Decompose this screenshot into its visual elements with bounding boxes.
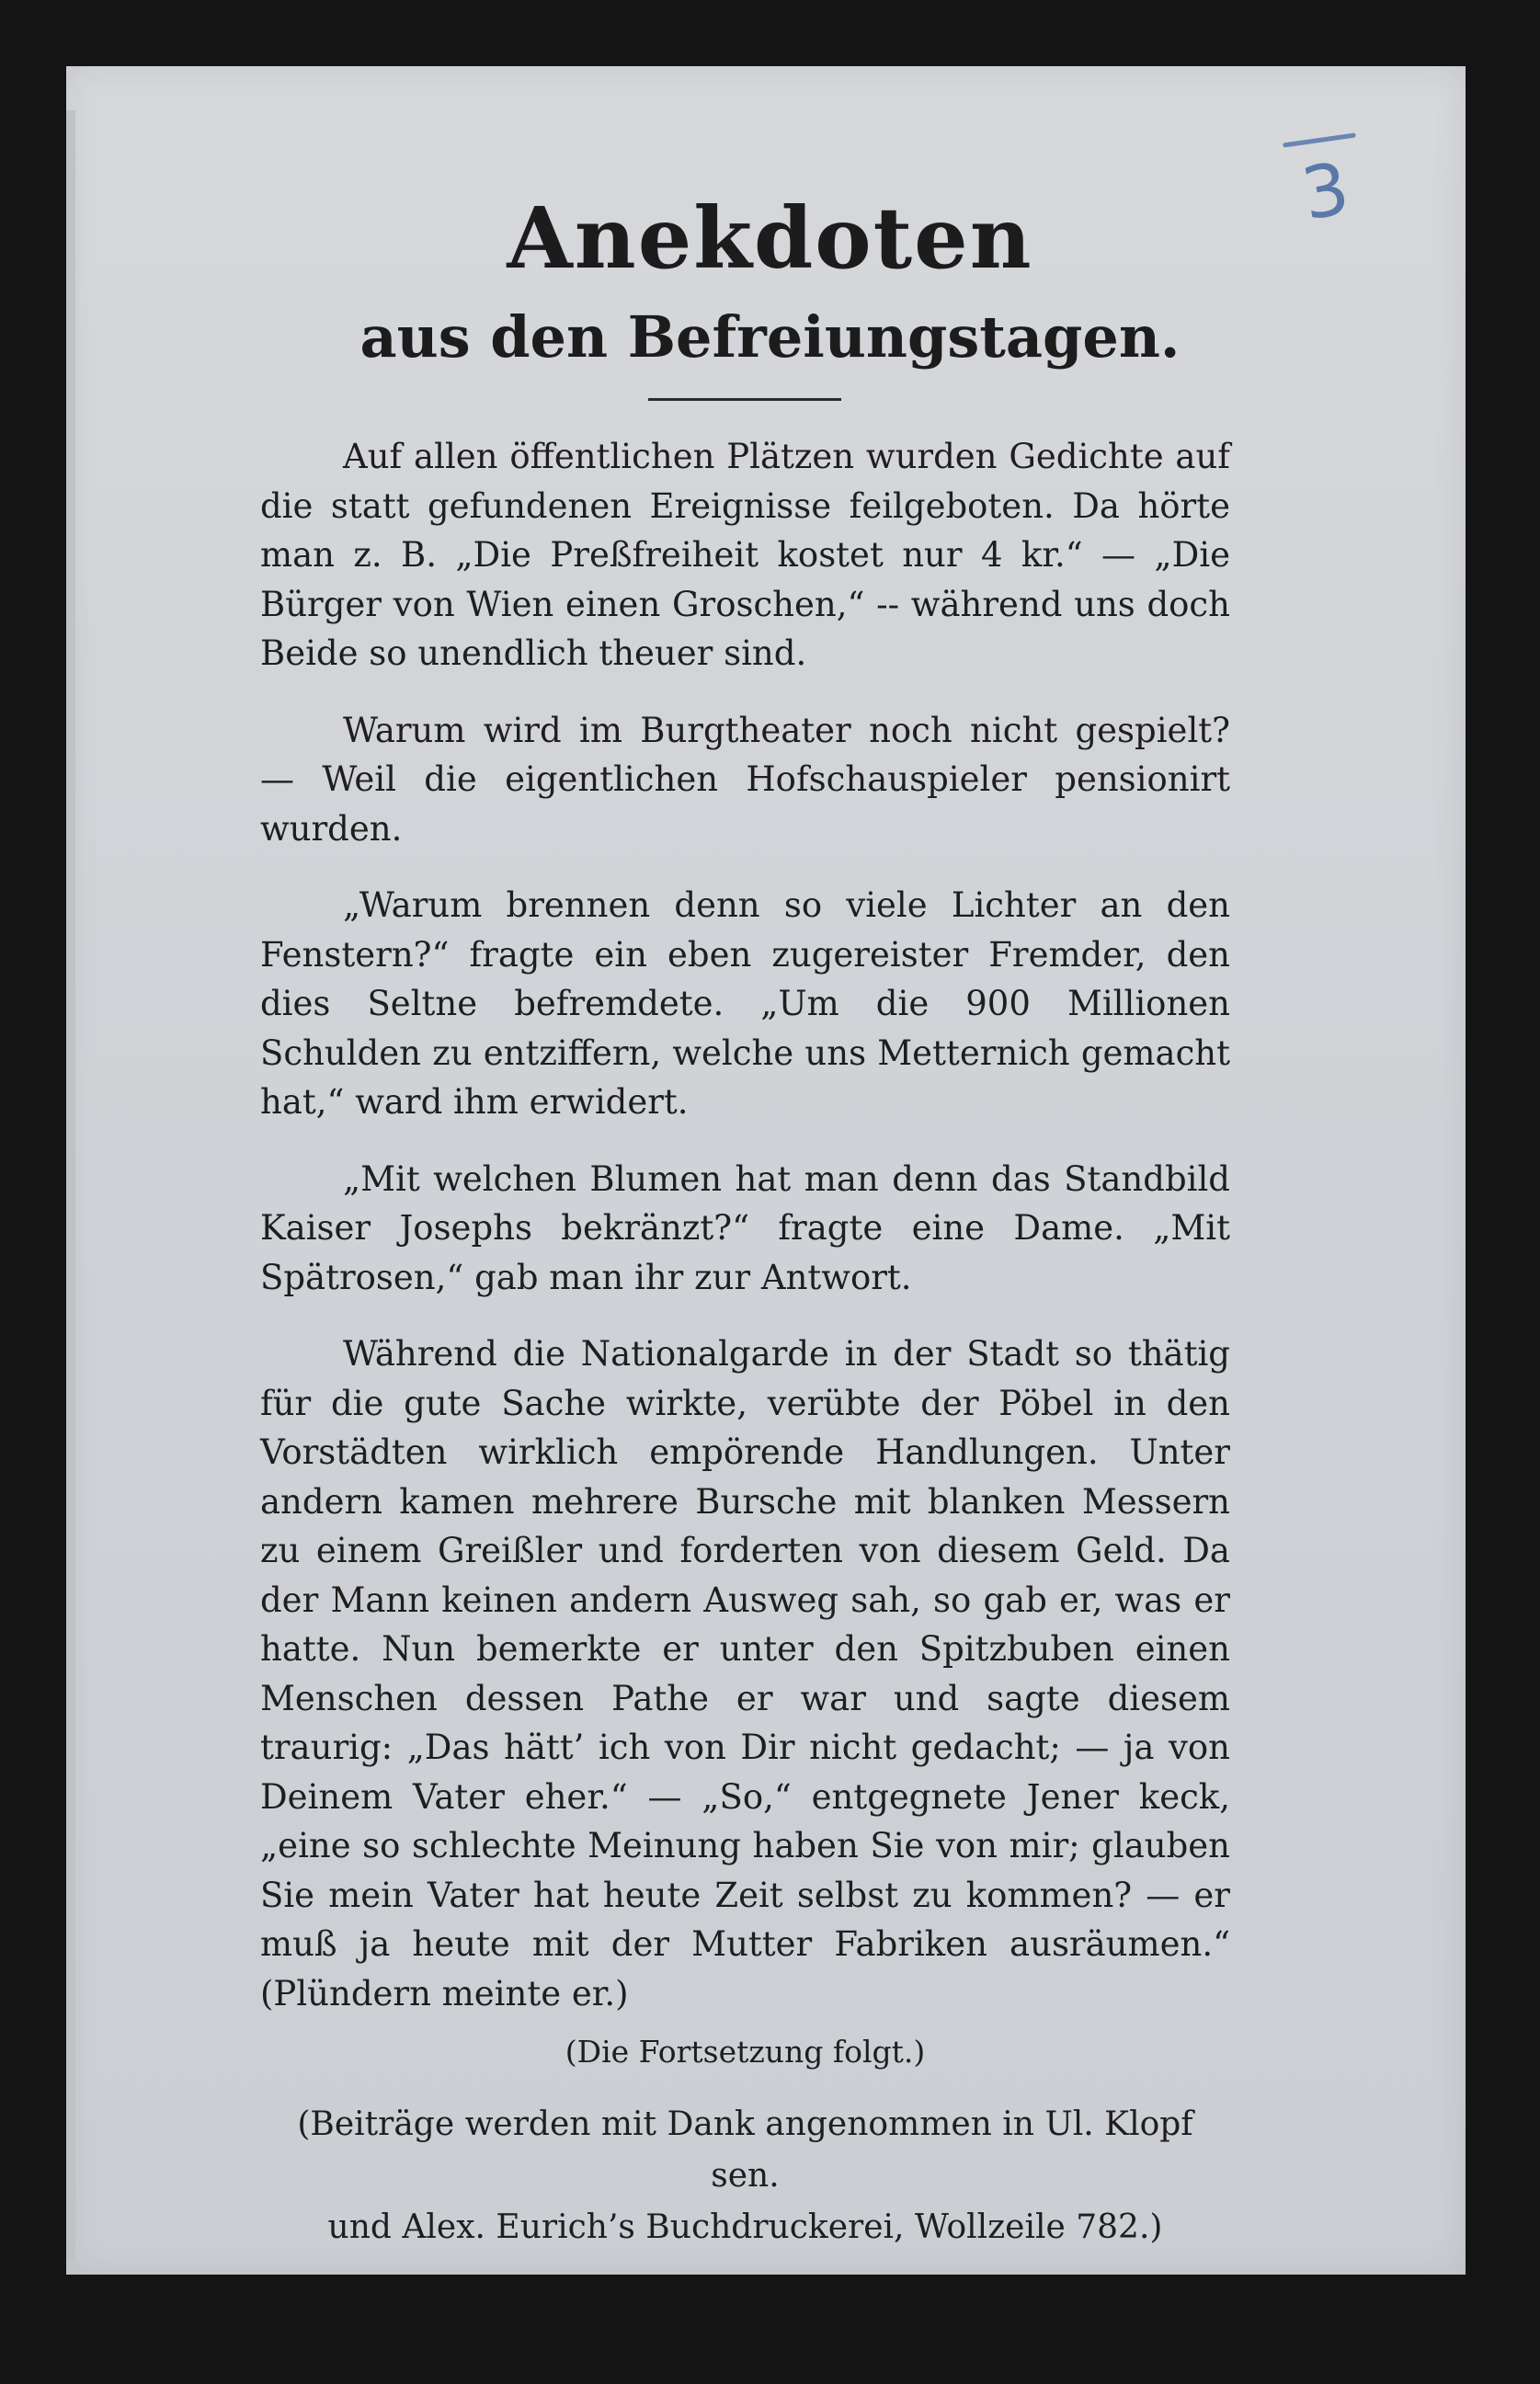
anecdote-paragraph-1: Auf allen öffentlichen Plätzen wurden Gedichte auf die statt gefundenen Ereignisse feilgeboten. Da hörte man z. B. „Die Preßfreiheit kostet nur 4 kr.“ — „Die Bürger von Wien einen Groschen,“ -- während uns doch Beide so unendlich theuer sind. (260, 437, 1230, 673)
anecdote-paragraph-4: „Mit welchen Blumen hat man denn das Standbild Kaiser Josephs bekränzt?“ fragte eine Dame. „Mit Spätrosen,“ gab man ihr zur Antwort. (260, 1158, 1230, 1297)
continuation-note: (Die Fortsetzung folgt.) (565, 2034, 926, 2070)
title-divider (648, 398, 841, 401)
contribution-note-line-2: und Alex. Eurich’s Buchdruckerei, Wollzeile 782.) (327, 2207, 1163, 2246)
document-body (260, 432, 1230, 2253)
paper-edge (66, 110, 75, 2262)
contribution-note-line-1: (Beiträge werden mit Dank angenommen in Ul. Klopf sen. (297, 2105, 1193, 2195)
anecdote-paragraph-5: Während die Nationalgarde in der Stadt so thätig für die gute Sache wirkte, verübte der Pöbel in den Vorstädten wirklich empörende Handlungen. Unter andern kamen mehrere Bursche mit blanken Messern zu einem Greißler und forderten von diesem Geld. Da der Mann keinen andern Ausweg sah, so gab er, was er hatte. Nun bemerkte er unter den Spitzbuben einen Menschen dessen Pathe er war und sagte diesem traurig: „Das hätt’ ich von Dir nicht gedacht; — ja von Deinem Vater eher.“ — „So,“ entgegnete Jener keck, „eine so schlechte Meinung haben Sie von mir; glauben Sie mein Vater hat heute Zeit selbst zu kommen? — er muß ja heute mit der Mutter Fabriken ausräumen.“ (Plündern meinte er.) (260, 1334, 1230, 2013)
document-subtitle: aus den Befreiungstagen. (359, 303, 1181, 371)
pencil-number: 3 (1295, 147, 1356, 237)
anecdote-paragraph-3: „Warum brennen denn so viele Lichter an den Fenstern?“ fragte ein eben zugereister Fremder, den dies Seltne befremdete. „Um die 900 Millionen Schulden zu entziffern, welche uns Metternich gemacht hat,“ ward ihm erwidert. (260, 885, 1230, 1122)
pencil-dash (1283, 132, 1356, 147)
anecdote-paragraph-2: Warum wird im Burgtheater noch nicht gespielt? — Weil die eigentlichen Hofschauspieler pensionirt wurden. (260, 710, 1230, 849)
document-title: Anekdoten (507, 188, 1033, 288)
